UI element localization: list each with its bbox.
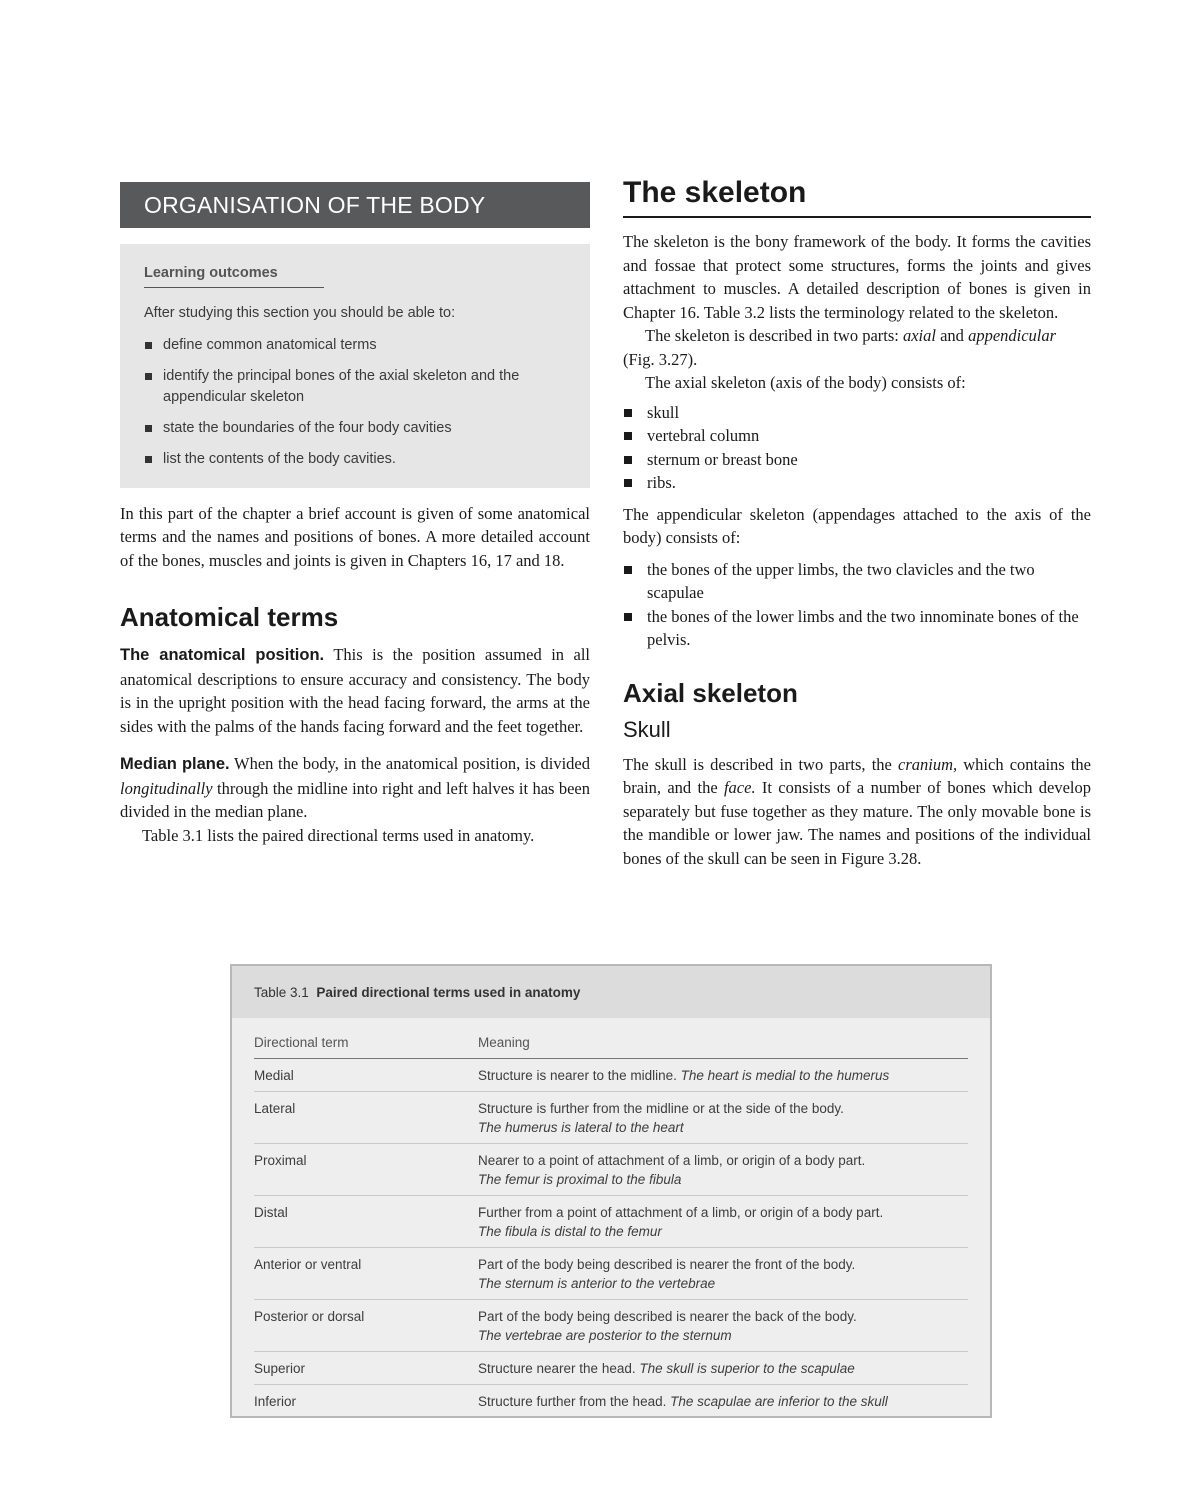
term-cell: Inferior bbox=[254, 1394, 297, 1409]
term-cell: Superior bbox=[254, 1352, 478, 1385]
figure-reference: (Fig. 3.27). bbox=[623, 349, 698, 369]
meaning-text: Structure is nearer to the midline. bbox=[478, 1068, 677, 1083]
example-text: The scapulae are inferior to the skull bbox=[670, 1394, 888, 1409]
list-item: state the boundaries of the four body cavities bbox=[144, 418, 566, 439]
learning-outcomes-title: Learning outcomes bbox=[144, 265, 324, 288]
table-caption-text: Paired directional terms used in anatomy bbox=[316, 985, 581, 1000]
median-plane-text-2: through the midline into right and left halves it has been divided in the median plane. bbox=[120, 778, 590, 821]
learning-outcomes-box bbox=[120, 244, 590, 488]
meaning-cell bbox=[478, 1092, 968, 1144]
axial-list bbox=[623, 401, 1091, 495]
list-item: list the contents of the body cavities. bbox=[144, 449, 566, 470]
axial-emphasis: axial bbox=[902, 326, 936, 345]
example-text: The sternum is anterior to the vertebrae bbox=[478, 1276, 716, 1291]
section-banner: ORGANISATION OF THE BODY bbox=[120, 182, 590, 228]
anatomical-terms-heading: Anatomical terms bbox=[120, 602, 339, 632]
appendicular-emphasis: appendicular bbox=[968, 326, 1057, 345]
median-plane-text-1: When the body, in the anatomical position, is divided bbox=[234, 754, 591, 773]
term-cell: Posterior or dorsal bbox=[254, 1300, 478, 1352]
median-plane-paragraph bbox=[120, 752, 590, 824]
term-cell: Distal bbox=[254, 1196, 478, 1248]
skull-text-b: which contains the brain, and the bbox=[623, 754, 1092, 797]
meaning-text: Nearer to a point of attachment of a limb, or origin of a body part. bbox=[478, 1153, 866, 1168]
table-header-row bbox=[254, 1028, 968, 1059]
table-caption bbox=[232, 966, 990, 1018]
directional-terms-table-box bbox=[230, 964, 992, 1418]
cranium-emphasis: cranium, bbox=[898, 754, 958, 774]
right-column bbox=[623, 176, 1091, 870]
table-row bbox=[254, 1385, 968, 1418]
directional-terms-table bbox=[254, 1028, 968, 1417]
meaning-text: Structure nearer the head. bbox=[478, 1361, 636, 1376]
skeleton-parts-text: The skeleton is described in two parts: bbox=[645, 326, 899, 345]
meaning-cell bbox=[478, 1144, 968, 1196]
table-number: Table 3.1 bbox=[254, 985, 309, 1000]
table-row bbox=[254, 1300, 968, 1352]
table-row bbox=[254, 1092, 968, 1144]
term-cell: Proximal bbox=[254, 1144, 478, 1196]
list-item: define common anatomical terms bbox=[144, 335, 566, 356]
axial-intro-paragraph: The axial skeleton (axis of the body) consists of: bbox=[645, 373, 966, 392]
face-emphasis: face. bbox=[723, 778, 756, 797]
median-plane-emphasis: longitudinally bbox=[120, 778, 213, 798]
and-text: and bbox=[940, 326, 964, 345]
table-row bbox=[254, 1144, 968, 1196]
axial-skeleton-heading: Axial skeleton bbox=[623, 677, 798, 708]
example-text: The skull is superior to the scapulae bbox=[639, 1361, 855, 1376]
meaning-cell bbox=[478, 1300, 968, 1352]
list-item: the bones of the lower limbs and the two innominate bones of the pelvis. bbox=[623, 605, 1091, 652]
intro-paragraph: In this part of the chapter a brief account is given of some anatomical terms and the names and positions of bones. A more detailed account of the bones, muscles and joints is given in Chapters 16, 17 and 18. bbox=[120, 503, 590, 570]
example-text: The heart is medial to the humerus bbox=[680, 1068, 890, 1083]
column-header: Directional term bbox=[254, 1028, 478, 1059]
column-header: Meaning bbox=[478, 1028, 968, 1059]
term-cell: Lateral bbox=[254, 1092, 478, 1144]
table-reference-paragraph: Table 3.1 lists the paired directional terms used in anatomy. bbox=[142, 825, 535, 845]
term-cell: Anterior or ventral bbox=[254, 1248, 478, 1300]
meaning-text: Further from a point of attachment of a limb, or origin of a body part. bbox=[478, 1205, 884, 1220]
skull-heading: Skull bbox=[623, 716, 671, 742]
meaning-text: Structure further from the head. bbox=[478, 1394, 667, 1409]
example-text: The humerus is lateral to the heart bbox=[478, 1120, 684, 1135]
example-text: The femur is proximal to the fibula bbox=[478, 1172, 682, 1187]
median-plane-label: Median plane. bbox=[120, 755, 230, 773]
meaning-cell bbox=[478, 1059, 968, 1092]
meaning-text: Part of the body being described is nearer the back of the body. bbox=[478, 1309, 857, 1324]
table-row bbox=[254, 1248, 968, 1300]
learning-outcomes-list bbox=[144, 335, 566, 470]
meaning-cell bbox=[478, 1196, 968, 1248]
appendicular-intro-paragraph: The appendicular skeleton (appendages attached to the axis of the body) consists of: bbox=[623, 504, 1091, 547]
table-row bbox=[254, 1059, 968, 1092]
skull-text-c: It consists of a number of bones which develop separately but fuse together as they mature. The only movable bone is the mandible or lower jaw. The names and positions of the individual bones of the skull can be seen in Figure 3.28. bbox=[623, 778, 1092, 868]
meaning-cell bbox=[478, 1385, 968, 1418]
anatomical-position-paragraph bbox=[120, 643, 590, 738]
appendicular-list bbox=[623, 558, 1091, 652]
list-item: the bones of the upper limbs, the two clavicles and the two scapulae bbox=[623, 558, 1091, 605]
meaning-cell bbox=[478, 1352, 968, 1385]
table-row bbox=[254, 1352, 968, 1385]
meaning-cell bbox=[478, 1248, 968, 1300]
skull-text-a: The skull is described in two parts, the bbox=[623, 754, 892, 774]
example-text: The vertebrae are posterior to the sternum bbox=[478, 1328, 732, 1343]
anatomical-position-text: This is the position assumed in all anatomical descriptions to ensure accuracy and consistency. The body is in the upright position with the head facing forward, the arms at the sides with the palms of the hands facing forward and the feet together. bbox=[120, 645, 590, 736]
skeleton-title: The skeleton bbox=[623, 176, 1091, 218]
list-item: skull bbox=[623, 401, 1091, 425]
skull-paragraph bbox=[623, 753, 1091, 871]
term-cell: Medial bbox=[254, 1059, 478, 1092]
table-row bbox=[254, 1196, 968, 1248]
left-column bbox=[120, 182, 590, 847]
skeleton-paragraph: The skeleton is the bony framework of the body. It forms the cavities and fossae that protect some structures, forms the joints and gives attachment to muscles. A detailed description of bones is given in Chapter 16. Table 3.2 lists the terminology related to the skeleton. bbox=[623, 232, 1091, 322]
meaning-text: Part of the body being described is nearer the front of the body. bbox=[478, 1257, 856, 1272]
learning-outcomes-intro: After studying this section you should be able to: bbox=[144, 305, 456, 321]
anatomical-position-label: The anatomical position. bbox=[120, 646, 325, 664]
list-item: ribs. bbox=[623, 471, 1091, 495]
example-text: The fibula is distal to the femur bbox=[478, 1224, 662, 1239]
skeleton-parts-paragraph bbox=[623, 324, 1091, 371]
meaning-text: Structure is further from the midline or at the side of the body. bbox=[478, 1101, 844, 1116]
list-item: identify the principal bones of the axial skeleton and the appendicular skeleton bbox=[144, 366, 566, 408]
list-item: sternum or breast bone bbox=[623, 448, 1091, 472]
list-item: vertebral column bbox=[623, 424, 1091, 448]
